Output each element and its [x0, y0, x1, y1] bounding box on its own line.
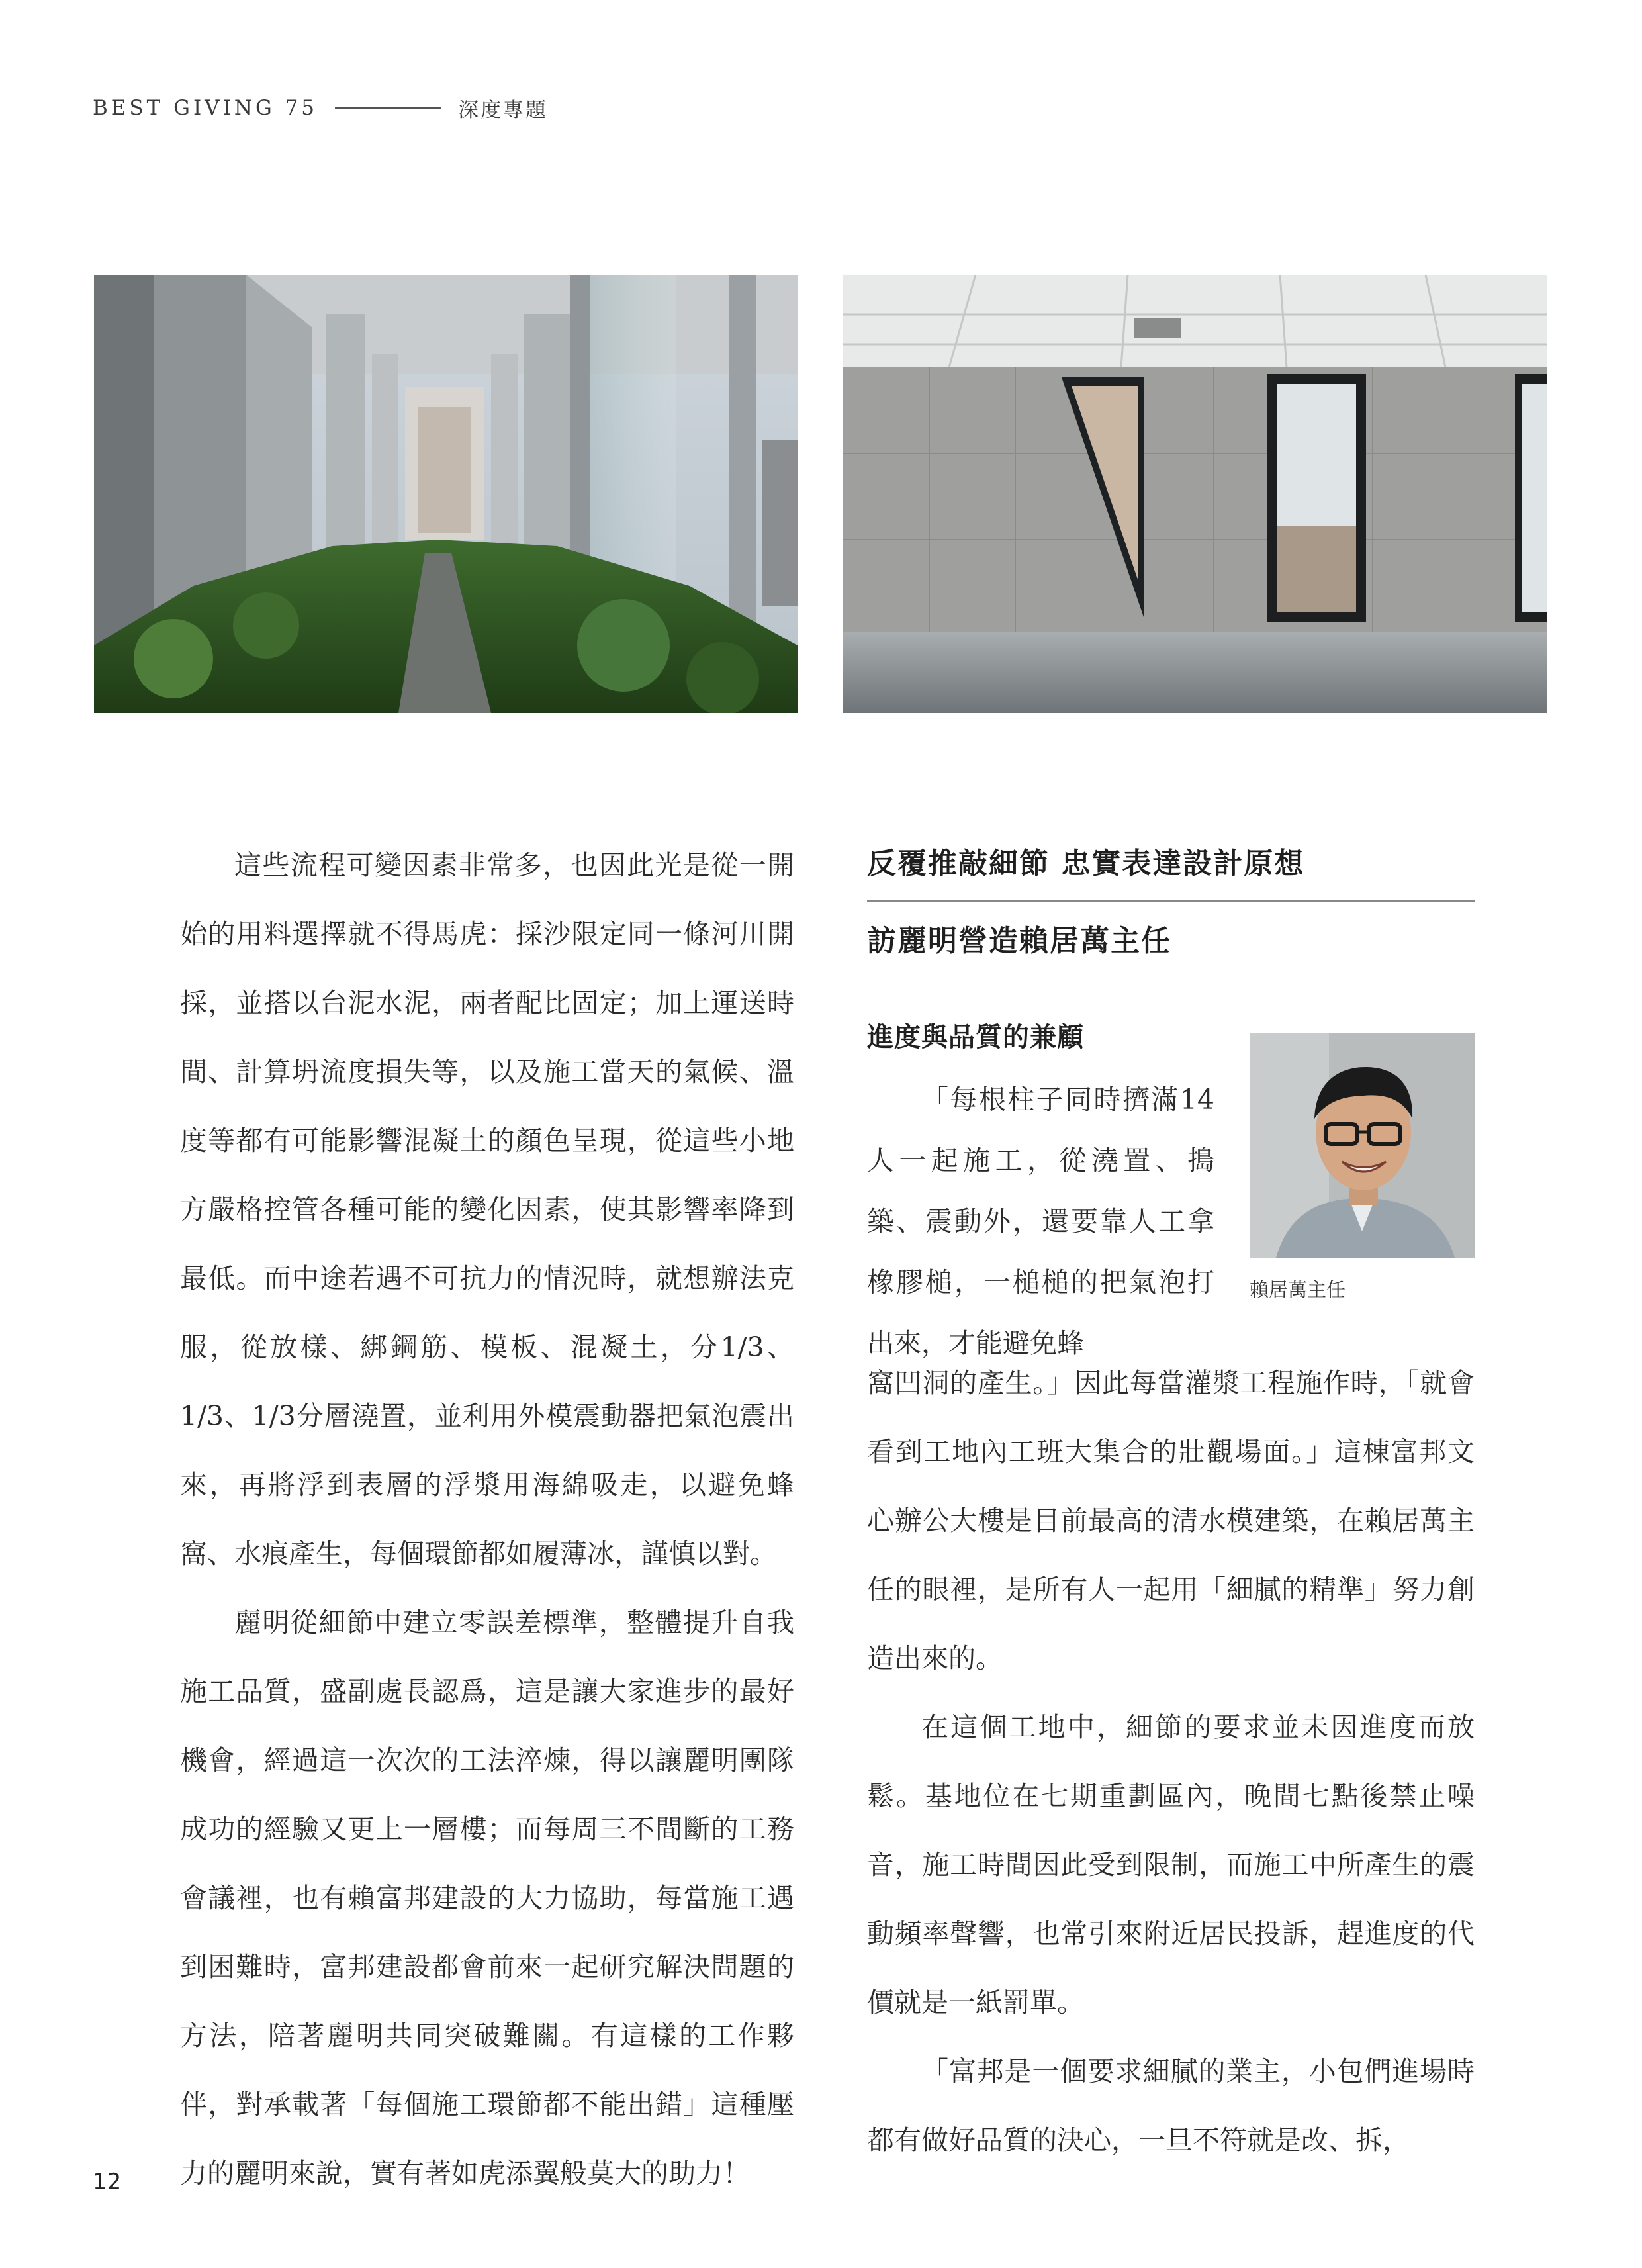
article-title: 反覆推敲細節 忠實表達設計原想 — [867, 847, 1305, 880]
section-label: 深度專題 — [458, 98, 549, 122]
body-paragraph: 這些流程可變因素非常多，也因此光是從一開始的用料選擇就不得馬虎：採沙限定同一條河川開採，並搭以台泥水泥，兩者配比固定；加上運送時間、計算坍流度損失等，以及施工當天的氣候、溫度等都有可能影響混凝土的顏色呈現，從這些小地方嚴格控管各種可能的變化因素，使其影響率降到最低。而中途若遇不可抗力的情況時，就想辦法克服，從放樣、綁鋼筋、模板、混凝土，分1/3、1/3、1/3分層澆置，並利用外模震動器把氣泡震出來，再將浮到表層的浮漿用海綿吸走，以避免蜂窩、水痕產生，每個環節都如履薄冰，謹慎以對。 — [180, 849, 794, 1570]
body-paragraph: 「每根柱子同時擠滿14人一起施工，從澆置、搗築、震動外，還要靠人工拿橡膠槌，一槌槌的把氣泡打出來，才能避免蜂 — [867, 1084, 1214, 1359]
portrait-caption: 賴居萬主任 — [1250, 1278, 1346, 1301]
article-subtitle: 訪麗明營造賴居萬主任 — [867, 924, 1171, 958]
header-rule — [335, 107, 441, 109]
section-heading: 進度與品質的兼顧 — [867, 1022, 1084, 1053]
title-divider — [867, 900, 1475, 902]
running-header — [93, 91, 548, 124]
concrete-interior-photo — [843, 275, 1547, 713]
wrapped-paragraph — [867, 1069, 1214, 1374]
right-article-column — [867, 1348, 1475, 2175]
left-article-column — [180, 831, 794, 2208]
body-paragraph: 麗明從細節中建立零誤差標準，整體提升自我施工品質，盛副處長認爲，這是讓大家進步的最好機會，經過這一次次的工法淬煉，得以讓麗明團隊成功的經驗又更上一層樓；而每周三不間斷的工務會議裡，也有賴富邦建設的大力協助，每當施工遇到困難時，富邦建設都會前來一起研究解決問題的方法，陪著麗明共同突破難關。有這樣的工作夥伴，對承載著「每個施工環節都不能出錯」這種壓力的麗明來說，實有著如虎添翼般莫大的助力！ — [180, 1607, 794, 2189]
body-paragraph: 在這個工地中，細節的要求並未因進度而放鬆。基地位在七期重劃區內，晚間七點後禁止噪音，施工時間因此受到限制，而施工中所產生的震動頻率聲響，也常引來附近居民投訴，趕進度的代價就是一紙罰單。 — [867, 1711, 1475, 2018]
page-number: 12 — [93, 2169, 122, 2195]
body-paragraph: 「富邦是一個要求細膩的業主，小包們進場時都有做好品質的決心，一旦不符就是改、拆， — [867, 2055, 1475, 2156]
body-paragraph: 窩凹洞的產生。」因此每當灌漿工程施作時，「就會看到工地內工班大集合的壯觀場面。」這棟富邦文心辦公大樓是目前最高的清水模建築，在賴居萬主任的眼裡，是所有人一起用「細膩的精準」努力創造出來的。 — [867, 1367, 1475, 1674]
portrait-photo — [1250, 1033, 1475, 1258]
magazine-title: BEST GIVING 75 — [93, 96, 318, 120]
corridor-garden-photo — [94, 275, 798, 713]
